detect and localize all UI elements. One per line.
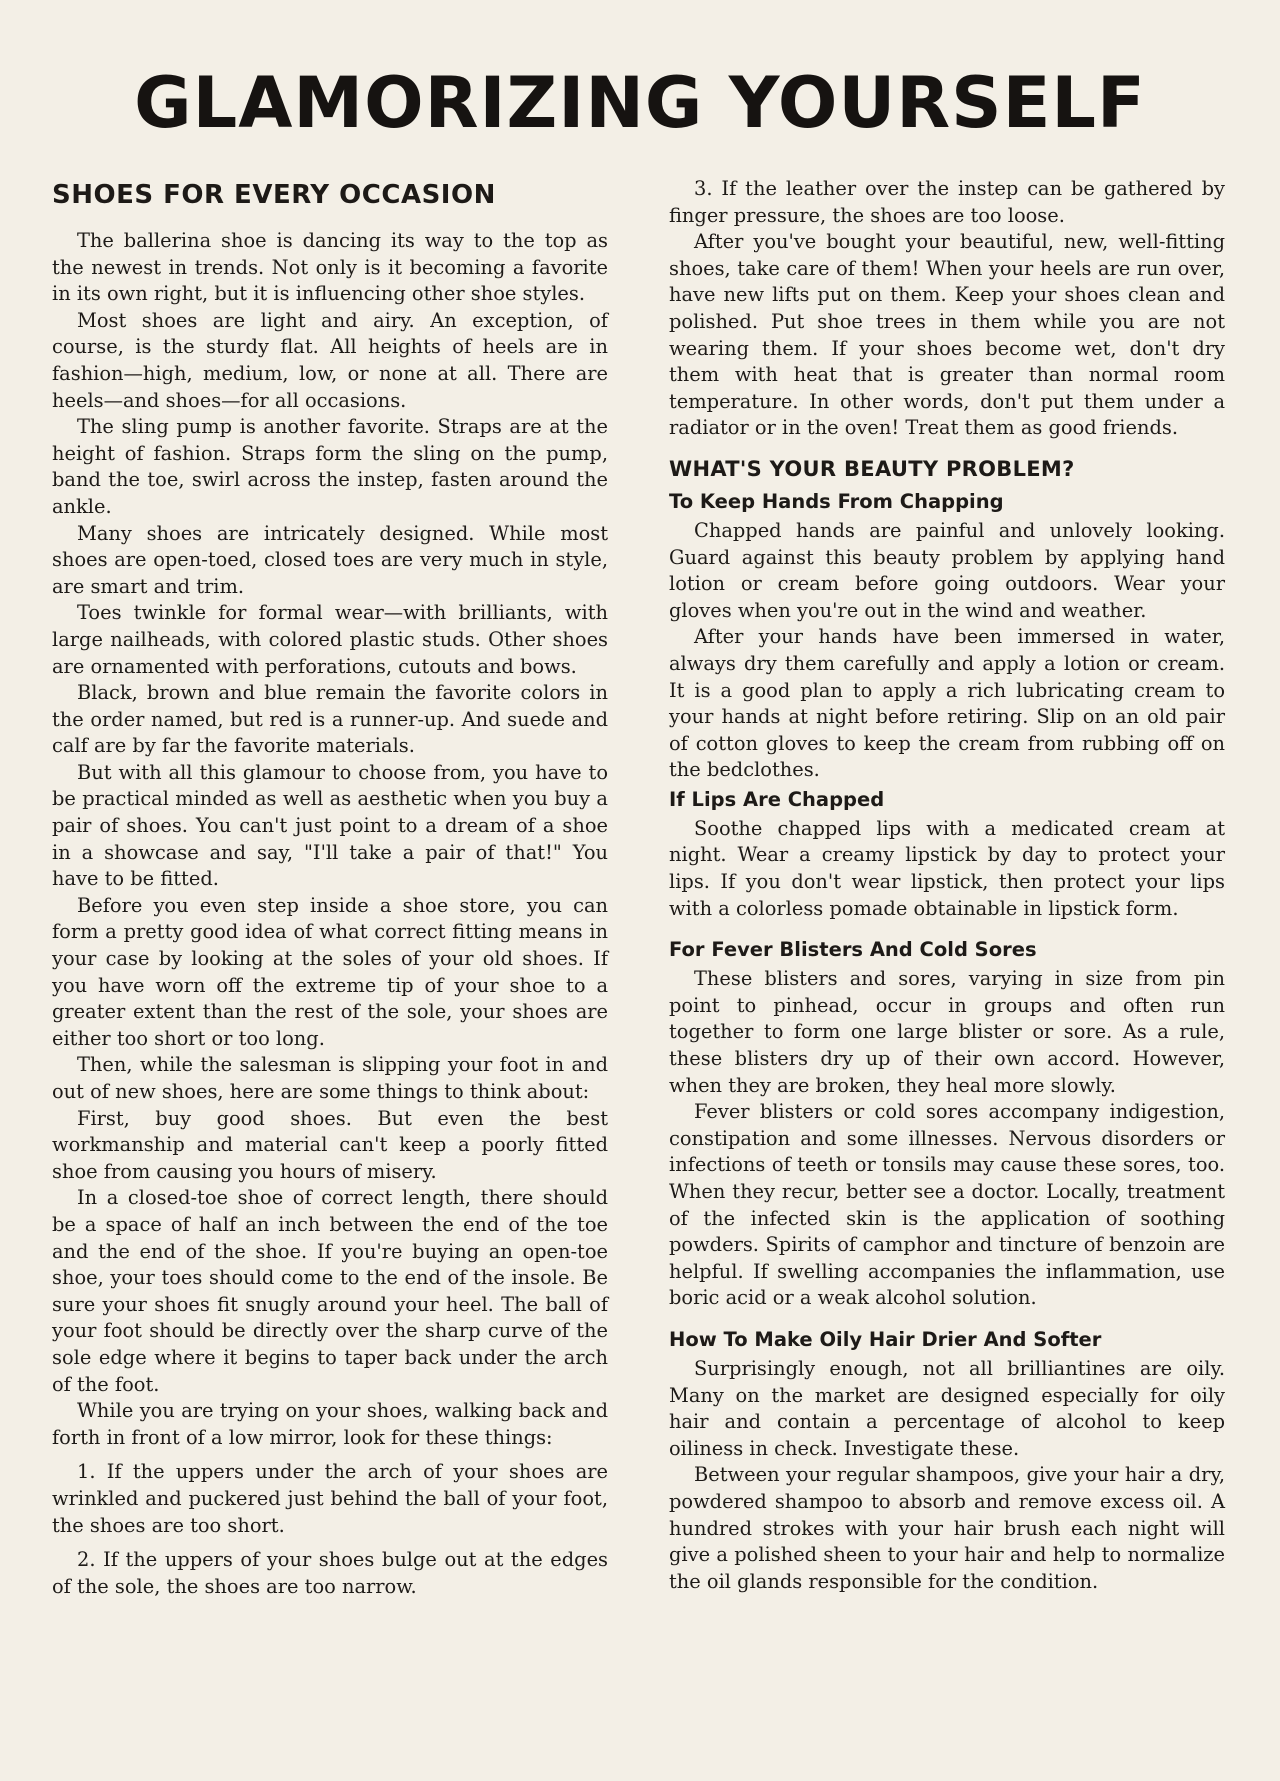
paragraph: Between your regular shampoos, give your hair a dry, powdered shampoo to absorb and remove excess oil. A hundred strokes with your hair brush each night will give a polished sheen to your hair and help to normalize the oil glands responsible for the condition. [669, 1463, 1225, 1593]
paragraph: Then, while the salesman is slipping your foot in and out of new shoes, here are some things to think about: [52, 1053, 608, 1103]
paragraph: In a closed-toe shoe of correct length, there should be a space of half an inch between the end of the toe and the end of the shoe. If you're buying an open-toe shoe, your toes should come to the end of the insole. Be sure your shoes fit snugly around your heel. The ball of your foot should be directly over the sharp curve of the sole edge where it begins to taper back under the arch of the foot. [52, 1186, 608, 1396]
paragraph: 3. If the leather over the instep can be gathered by finger pressure, the shoes are too loose. [669, 177, 1225, 227]
paragraph: The sling pump is another favorite. Straps are at the height of fashion. Straps form the sling on the pump, band the toe, swirl across the instep, fasten around the ankle. [52, 415, 608, 518]
paragraph: First, buy good shoes. But even the best workmanship and material can't keep a poorly fitted shoe from causing you hours of misery. [52, 1106, 608, 1183]
paragraph: After you've bought your beautiful, new, well-fitting shoes, take care of them! When your heels are run over, have new lifts put on them. Keep your shoes clean and polished. Put shoe trees in them while you are not wearing them. If your shoes become wet, don't dry them with heat that is greater than normal room temperature. In other words, don't put them under a radiator or in the oven! Treat them as good friends. [669, 230, 1225, 440]
section-heading-beauty: WHAT'S YOUR BEAUTY PROBLEM? [669, 456, 1075, 481]
subheading-lips: If Lips Are Chapped [669, 787, 885, 811]
paragraph: These blisters and sores, varying in size from pin point to pinhead, occur in groups and often run together to form one large blister or sore. As a rule, these blisters dry up of their own accord. However, when they are broken, they heal more slowly. [669, 967, 1225, 1097]
page-title: GLAMORIZING YOURSELF [134, 62, 1146, 144]
subheading-fever-blisters: For Fever Blisters And Cold Sores [669, 938, 1037, 962]
paragraph: Toes twinkle for formal wear—with brilliants, with large nailheads, with colored plastic studs. Other shoes are ornamented with perforations, cutouts and bows. [52, 601, 608, 678]
paragraph: Fever blisters or cold sores accompany indigestion, constipation and some illnesses. Nervous disorders or infections of teeth or tonsils may cause these sores, too. When they recur, better see a doctor. Locally, treatment of the infected skin is the application of soothing powders. Spirits of camphor and tincture of benzoin are helpful. If swelling accompanies the inflammation, use boric acid or a weak alcohol solution. [669, 1100, 1225, 1310]
paragraph: Soothe chapped lips with a medicated cream at night. Wear a creamy lipstick by day to protect your lips. If you don't wear lipstick, then protect your lips with a colorless pomade obtainable in lipstick form. [669, 816, 1225, 920]
paragraph: 1. If the uppers under the arch of your shoes are wrinkled and puckered just behind the ball of your foot, the shoes are too short. [52, 1460, 608, 1537]
paragraph: Before you even step inside a shoe store, you can form a pretty good idea of what correct fitting means in your case by looking at the soles of your old shoes. If you have worn off the extreme tip of your shoe to a greater extent than the rest of the sole, your shoes are either too short or too long. [52, 893, 608, 1050]
left-column [52, 174, 608, 1600]
paragraph: But with all this glamour to choose from, you have to be practical minded as well as aesthetic when you buy a pair of shoes. You can't just point to a dream of a shoe in a showcase and say, "I'll take a pair of that!" You have to be fitted. [52, 760, 608, 891]
paragraph: Chapped hands are painful and unlovely looking. Guard against this beauty problem by applying hand lotion or cream before going outdoors. Wear your gloves when you're out in the wind and weather. [669, 518, 1225, 622]
section-heading-shoes: SHOES FOR EVERY OCCASION [52, 180, 496, 210]
paragraph: Many shoes are intricately designed. While most shoes are open-toed, closed toes are very much in style, are smart and trim. [52, 521, 608, 598]
paragraph: Black, brown and blue remain the favorite colors in the order named, but red is a runner-up. And suede and calf are by far the favorite materials. [52, 681, 608, 758]
paragraph: The ballerina shoe is dancing its way to the top as the newest in trends. Not only is it becoming a favorite in its own right, but it is influencing other shoe styles. [52, 229, 608, 306]
paragraph: After your hands have been immersed in water, always dry them carefully and apply a lotion or cream. It is a good plan to apply a rich lubricating cream to your hands at night before retiring. Slip on an old pair of cotton gloves to keep the cream from rubbing off on the bedclothes. [669, 625, 1225, 782]
subheading-hands: To Keep Hands From Chapping [669, 489, 1004, 513]
subheading-oily-hair: How To Make Oily Hair Drier And Softer [669, 1327, 1102, 1351]
paragraph: 2. If the uppers of your shoes bulge out at the edges of the sole, the shoes are too narrow. [52, 1548, 608, 1598]
paragraph: Most shoes are light and airy. An exception, of course, is the sturdy flat. All heights of heels are in fashion—high, medium, low, or none at all. There are heels—and shoes—for all occasions. [52, 308, 608, 412]
right-column [669, 174, 1225, 1595]
paragraph: While you are trying on your shoes, walking back and forth in front of a low mirror, look for these things: [52, 1399, 608, 1449]
paragraph: Surprisingly enough, not all brilliantines are oily. Many on the market are designed especially for oily hair and contain a percentage of alcohol to keep oiliness in check. Investigate these. [669, 1356, 1225, 1460]
